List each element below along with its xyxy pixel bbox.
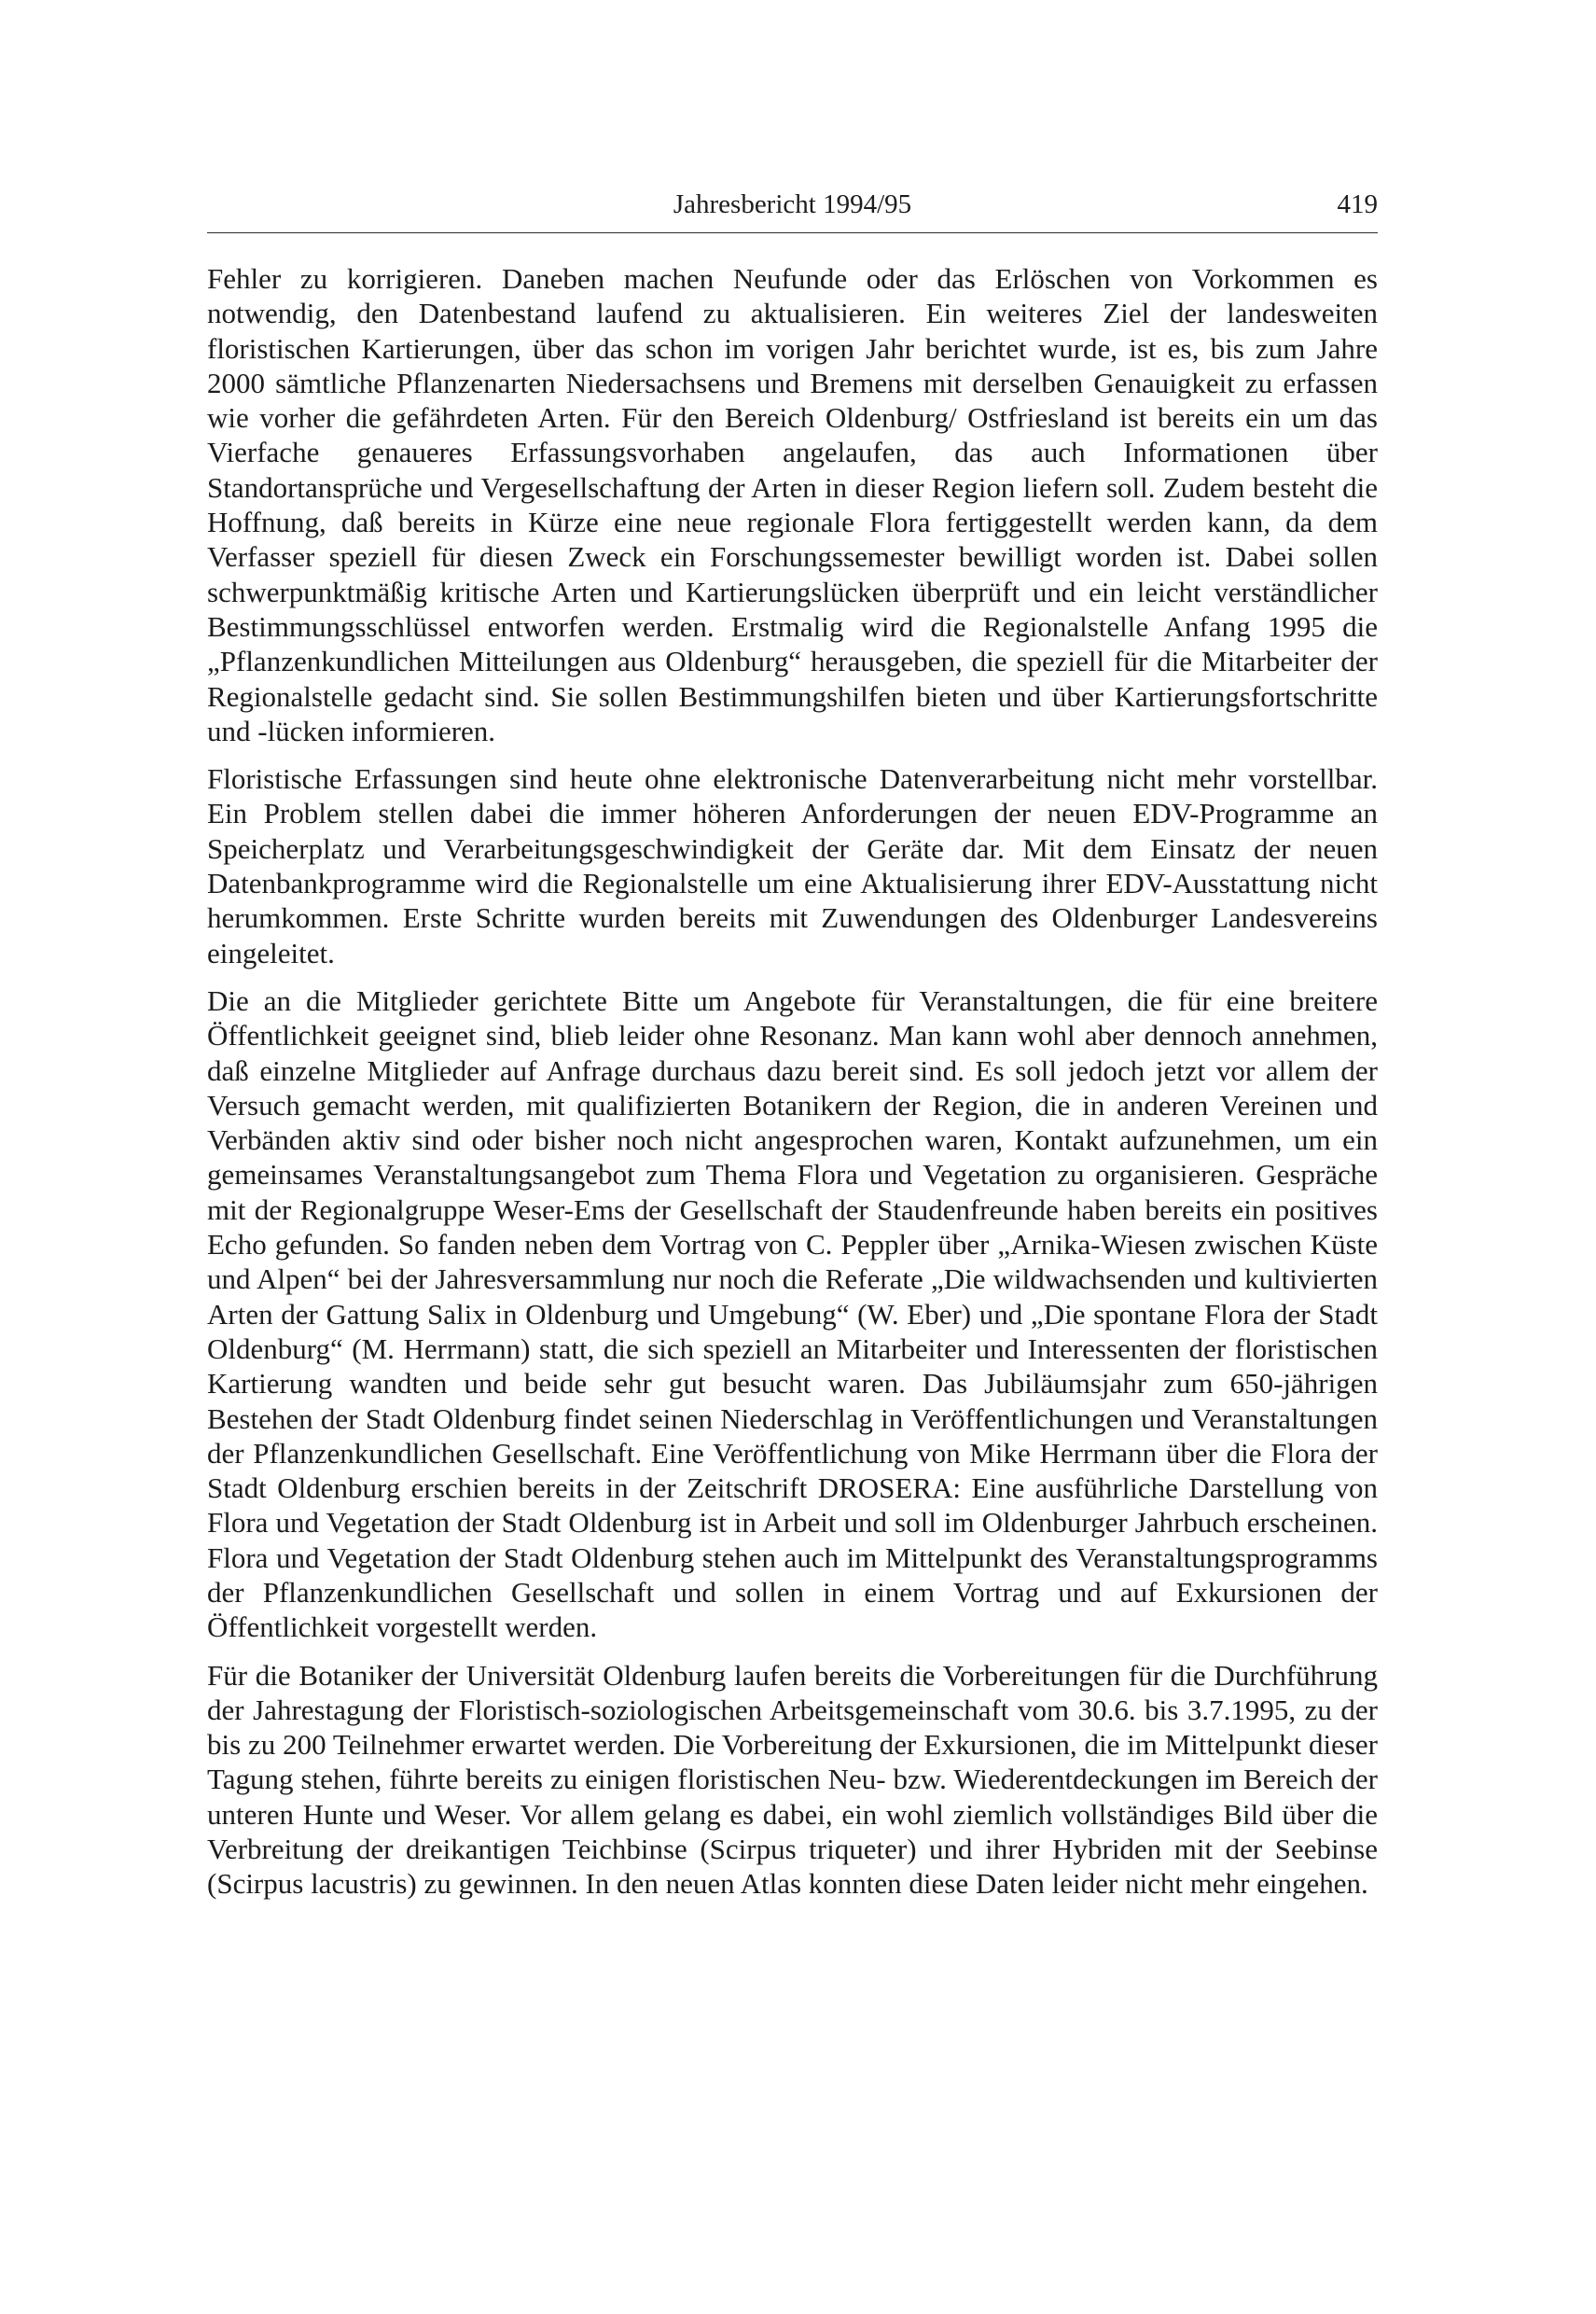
running-header [207,183,1378,226]
paragraph: Die an die Mitglieder gerichtete Bitte um Angebote für Veranstaltungen, die für eine breitere Öffentlichkeit geeignet sind, blieb leider ohne Resonanz. Man kann wohl aber dennoch annehmen, daß einzelne Mitglieder auf Anfrage durchaus dazu bereit sind. Es soll jedoch jetzt vor allem der Versuch gemacht werden, mit qualifizierten Botanikern der Region, die in anderen Vereinen und Verbänden aktiv sind oder bisher noch nicht angesprochen waren, Kontakt aufzunehmen, um ein gemeinsames Veranstaltungsangebot zum Thema Flora und Vegetation zu organisieren. Gespräche mit der Regionalgruppe Weser-Ems der Gesellschaft der Staudenfreunde haben bereits ein positives Echo gefunden. So fanden neben dem Vortrag von C. Peppler über „Arnika-Wiesen zwischen Küste und Alpen“ bei der Jahresversammlung nur noch die Referate „Die wildwachsenden und kultivierten Arten der Gattung Salix in Oldenburg und Umgebung“ (W. Eber) und „Die spontane Flora der Stadt Oldenburg“ (M. Herrmann) statt, die sich speziell an Mitarbeiter und Interessenten der floristischen Kartierung wandten und beide sehr gut besucht waren. Das Jubiläumsjahr zum 650-jährigen Bestehen der Stadt Oldenburg findet seinen Niederschlag in Veröffentlichungen und Veranstaltungen der Pflanzenkundlichen Gesellschaft. Eine Veröffentlichung von Mike Herrmann über die Flora der Stadt Oldenburg erschien bereits in der Zeitschrift DROSERA: Eine ausführliche Darstellung von Flora und Vegetation der Stadt Oldenburg ist in Arbeit und soll im Oldenburger Jahrbuch erscheinen. Flora und Vegetation der Stadt Oldenburg stehen auch im Mittelpunkt des Veranstaltungsprogramms der Pflanzenkundlichen Gesellschaft und sollen in einem Vortrag und auf Exkursionen der Öffentlichkeit vorgestellt werden. [207,983,1378,1644]
paragraph: Für die Botaniker der Universität Oldenburg laufen bereits die Vorbereitungen für die Durchführung der Jahrestagung der Floristisch-soziologischen Arbeitsgemeinschaft vom 30.6. bis 3.7.1995, zu der bis zu 200 Teilnehmer erwartet werden. Die Vorbereitung der Exkursionen, die im Mittelpunkt dieser Tagung stehen, führte bereits zu einigen floristischen Neu- bzw. Wiederentdeckungen im Bereich der unteren Hunte und Weser. Vor allem gelang es dabei, ein wohl ziemlich vollständiges Bild über die Verbreitung der dreikantigen Teichbinse (Scirpus triqueter) und ihrer Hybriden mit der Seebinse (Scirpus lacustris) zu gewinnen. In den neuen Atlas konnten diese Daten leider nicht mehr eingehen. [207,1658,1378,1901]
document-page [207,183,1378,1915]
body-text [207,261,1378,1902]
header-rule [207,232,1378,233]
page-number: 419 [1337,189,1378,219]
paragraph: Fehler zu korrigieren. Daneben machen Neufunde oder das Erlöschen von Vorkommen es notwendig, den Datenbestand laufend zu aktualisieren. Ein weiteres Ziel der landesweiten floristischen Kartierungen, über das schon im vorigen Jahr berichtet wurde, ist es, bis zum Jahre 2000 sämtliche Pflanzenarten Niedersachsens und Bremens mit derselben Genauigkeit zu erfassen wie vorher die gefährdeten Arten. Für den Bereich Oldenburg/ Ostfriesland ist bereits ein um das Vierfache genaueres Erfassungsvorhaben angelaufen, das auch Informationen über Standortansprüche und Vergesellschaftung der Arten in dieser Region liefern soll. Zudem besteht die Hoffnung, daß bereits in Kürze eine neue regionale Flora fertiggestellt werden kann, da dem Verfasser speziell für diesen Zweck ein Forschungssemester bewilligt worden ist. Dabei sollen schwerpunktmäßig kritische Arten und Kartierungslücken überprüft und ein leicht verständlicher Bestimmungsschlüssel entworfen werden. Erstmalig wird die Regionalstelle Anfang 1995 die „Pflanzenkundlichen Mitteilungen aus Oldenburg“ herausgeben, die speziell für die Mitarbeiter der Regionalstelle gedacht sind. Sie sollen Bestimmungshilfen bieten und über Kartierungsfortschritte und -lücken informieren. [207,262,1378,747]
paragraph: Floristische Erfassungen sind heute ohne elektronische Datenverarbeitung nicht mehr vorstellbar. Ein Problem stellen dabei die immer höheren Anforderungen der neuen EDV-Programme an Speicherplatz und Verarbeitungsgeschwindigkeit der Geräte dar. Mit dem Einsatz der neuen Datenbankprogramme wird die Regionalstelle um eine Aktualisierung ihrer EDV-Ausstattung nicht herumkommen. Erste Schritte wurden bereits mit Zuwendungen des Oldenburger Landesvereins eingeleitet. [207,762,1378,969]
running-title: Jahresbericht 1994/95 [673,189,912,219]
